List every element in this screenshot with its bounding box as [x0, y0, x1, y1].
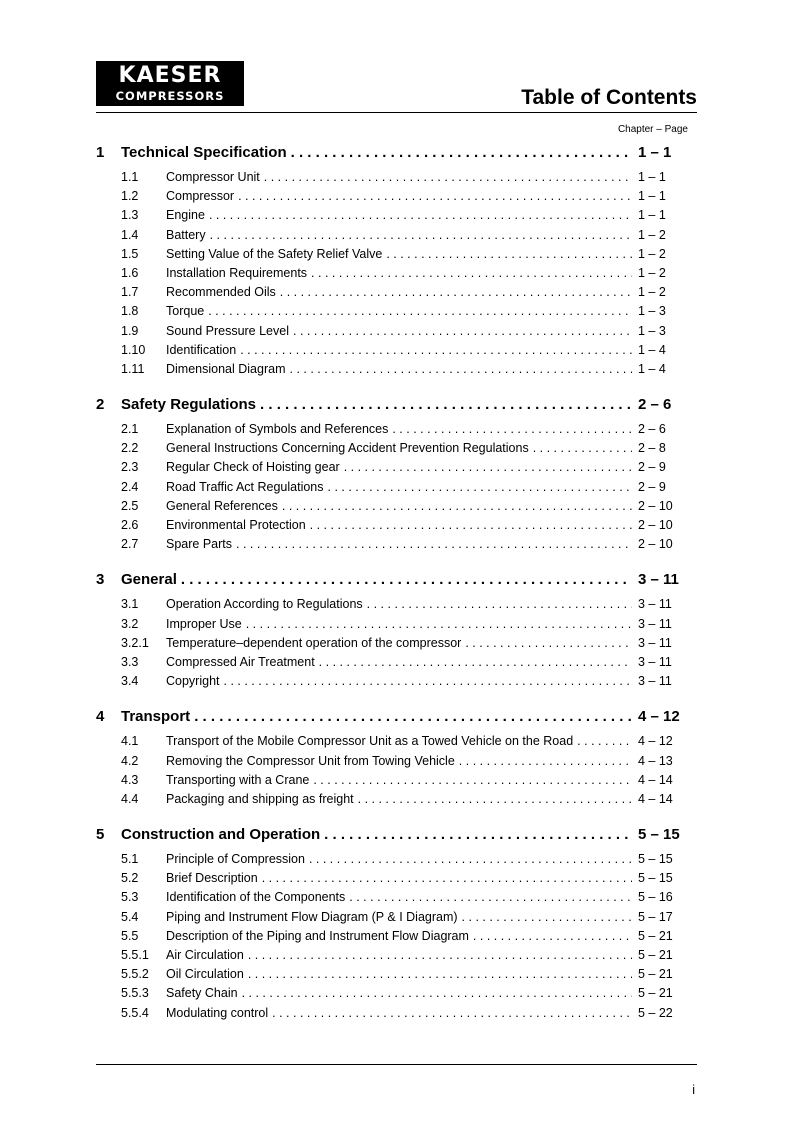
toc-entry[interactable] [96, 362, 688, 381]
entry-title: Description of the Piping and Instrument Flow Diagram [166, 928, 469, 943]
dot-leader [293, 324, 632, 338]
entry-page-ref: 1 – 2 [638, 265, 666, 280]
entry-title: Battery [166, 227, 206, 242]
entry-title: Recommended Oils [166, 285, 276, 300]
toc-entry[interactable] [96, 285, 688, 304]
page-title: Table of Contents [521, 86, 697, 109]
entry-page-ref: 2 – 9 [638, 479, 666, 494]
toc-entry[interactable] [96, 422, 688, 441]
entry-number: 5.2 [121, 871, 139, 886]
dot-leader [280, 285, 632, 299]
entry-page-ref: 5 – 16 [638, 890, 673, 905]
entry-number: 5.4 [121, 909, 139, 924]
entry-page-ref: 1 – 3 [638, 323, 666, 338]
dot-leader [209, 208, 632, 222]
entry-page-ref: 1 – 2 [638, 227, 666, 242]
toc-entry[interactable] [96, 1006, 688, 1025]
dot-leader [319, 655, 632, 669]
toc-entry[interactable] [96, 266, 688, 285]
dot-leader [260, 396, 632, 413]
toc-entry[interactable] [96, 518, 688, 537]
entry-title: Road Traffic Act Regulations [166, 479, 324, 494]
dot-leader [240, 343, 632, 357]
entry-number: 1.6 [121, 265, 139, 280]
entry-title: Principle of Compression [166, 852, 305, 867]
entry-number: 1.7 [121, 285, 139, 300]
entry-number: 2.5 [121, 498, 139, 513]
entry-title: Transport of the Mobile Compressor Unit as a Towed Vehicle on the Road [166, 734, 574, 749]
toc-entry[interactable] [96, 460, 688, 479]
entry-title: Compressor [166, 189, 235, 204]
dot-leader [309, 852, 632, 866]
entry-title: Oil Circulation [166, 967, 244, 982]
dot-leader [349, 890, 632, 904]
entry-number: 5.5 [121, 928, 139, 943]
toc-entry[interactable] [96, 324, 688, 343]
entry-number: 3.4 [121, 674, 139, 689]
chapter-page-ref: 3 – 11 [638, 571, 679, 589]
entry-title: Engine [166, 208, 205, 223]
chapter-title: Transport [121, 708, 191, 726]
entry-page-ref: 3 – 11 [638, 597, 672, 612]
entry-number: 3.3 [121, 654, 139, 669]
logo-subtitle: COMPRESSORS [115, 89, 225, 103]
kaeser-logo [96, 61, 244, 106]
entry-number: 3.1 [121, 597, 139, 612]
toc-chapter [96, 571, 688, 693]
toc-chapter-row[interactable] [96, 826, 688, 852]
toc-entry[interactable] [96, 967, 688, 986]
entry-page-ref: 4 – 14 [638, 772, 673, 787]
entry-title: Copyright [166, 674, 220, 689]
entry-page-ref: 1 – 1 [638, 189, 666, 204]
entry-title: Dimensional Diagram [166, 361, 286, 376]
header-divider [96, 112, 697, 113]
dot-leader [210, 228, 632, 242]
toc-entry[interactable] [96, 792, 688, 811]
entry-number: 4.2 [121, 753, 139, 768]
entry-title: Modulating control [166, 1005, 269, 1020]
chapter-page-ref: 2 – 6 [638, 396, 672, 414]
entry-number: 1.9 [121, 323, 139, 338]
chapter-page-ref: 5 – 15 [638, 826, 680, 844]
chapter-page-label: Chapter – Page [617, 124, 688, 135]
dot-leader [577, 734, 632, 748]
entry-title: Improper Use [166, 616, 242, 631]
toc-entry[interactable] [96, 208, 688, 227]
entry-title: Sound Pressure Level [166, 323, 289, 338]
entry-title: Environmental Protection [166, 518, 306, 532]
entry-title: Brief Description [166, 871, 258, 886]
dot-leader [236, 537, 632, 551]
entry-page-ref: 3 – 11 [638, 616, 672, 631]
dot-leader [311, 266, 632, 280]
entry-number: 4.4 [121, 791, 139, 806]
toc-chapter-row[interactable] [96, 571, 688, 597]
dot-leader [264, 170, 632, 184]
chapter-number: 1 [96, 144, 105, 161]
toc-chapter [96, 708, 688, 811]
entry-number: 5.3 [121, 890, 139, 905]
toc-entry[interactable] [96, 734, 688, 753]
entry-title: Spare Parts [166, 537, 233, 552]
dot-leader [533, 441, 632, 455]
entry-page-ref: 1 – 3 [638, 304, 666, 319]
entry-page-ref: 5 – 21 [638, 948, 673, 962]
entry-page-ref: 1 – 1 [638, 208, 666, 223]
chapter-number: 2 [96, 396, 105, 414]
entry-page-ref: 1 – 2 [638, 285, 666, 300]
toc-entry[interactable] [96, 441, 688, 460]
toc-entry[interactable] [96, 754, 688, 773]
toc-entry[interactable] [96, 948, 688, 967]
entry-number: 5.5.2 [121, 967, 149, 982]
entry-title: Explanation of Symbols and References [166, 422, 389, 437]
entry-number: 5.5.4 [121, 1005, 149, 1020]
dot-leader [208, 304, 632, 318]
dot-leader [282, 499, 632, 513]
entry-page-ref: 5 – 21 [638, 986, 673, 1001]
entry-number: 1.11 [121, 361, 145, 376]
dot-leader [358, 792, 632, 806]
entry-number: 3.2.1 [121, 635, 149, 650]
toc-entry[interactable] [96, 674, 688, 693]
entry-page-ref: 5 – 22 [638, 1005, 673, 1020]
entry-title: General References [166, 498, 278, 513]
entry-page-ref: 2 – 6 [638, 422, 666, 437]
toc-entry[interactable] [96, 636, 688, 655]
toc-entry[interactable] [96, 929, 688, 948]
toc-entry[interactable] [96, 871, 688, 890]
entry-number: 4.3 [121, 772, 139, 787]
chapter-page-ref: 4 – 12 [638, 708, 680, 726]
entry-title: Compressor Unit [166, 170, 260, 184]
entry-page-ref: 2 – 10 [638, 518, 673, 532]
dot-leader [181, 571, 632, 588]
logo-brand: KAESER [118, 63, 222, 88]
toc-chapter [96, 826, 688, 1025]
entry-page-ref: 4 – 13 [638, 753, 673, 768]
dot-leader [310, 518, 632, 532]
toc-entry[interactable] [96, 499, 688, 518]
entry-title: Compressed Air Treatment [166, 654, 315, 669]
dot-leader [246, 617, 632, 631]
entry-title: Safety Chain [166, 986, 238, 1001]
toc-entry[interactable] [96, 228, 688, 247]
dot-leader [262, 871, 632, 885]
dot-leader [242, 986, 632, 1000]
entry-title: Air Circulation [166, 948, 244, 962]
toc-entry[interactable] [96, 537, 688, 556]
entry-page-ref: 2 – 8 [638, 441, 666, 456]
entry-number: 3.2 [121, 616, 139, 631]
entry-title: Operation According to Regulations [166, 597, 363, 612]
dot-leader [291, 144, 632, 161]
toc-entry[interactable] [96, 343, 688, 362]
entry-number: 2.2 [121, 441, 139, 456]
entry-page-ref: 5 – 15 [638, 871, 673, 886]
entry-number: 5.5.1 [121, 948, 149, 962]
dot-leader [344, 460, 632, 474]
entry-title: Identification [166, 342, 237, 357]
entry-number: 1.2 [121, 189, 139, 204]
entry-page-ref: 5 – 21 [638, 928, 673, 943]
page-number: i [692, 1083, 695, 1097]
entry-title: Temperature–dependent operation of the compressor [166, 635, 462, 650]
entry-number: 2.1 [121, 422, 139, 437]
entry-title: Piping and Instrument Flow Diagram (P & I Diagram) [166, 909, 458, 924]
entry-title: Torque [166, 304, 205, 319]
chapter-page-ref: 1 – 1 [638, 144, 672, 161]
entry-number: 1.4 [121, 227, 139, 242]
toc-chapter-row[interactable] [96, 708, 688, 734]
entry-page-ref: 1 – 4 [638, 361, 666, 376]
chapter-title: Technical Specification [121, 144, 287, 161]
entry-number: 2.3 [121, 460, 139, 475]
entry-title: Removing the Compressor Unit from Towing Vehicle [166, 753, 455, 768]
entry-page-ref: 2 – 9 [638, 460, 666, 475]
entry-number: 2.6 [121, 518, 139, 532]
dot-leader [290, 362, 633, 376]
entry-title: Identification of the Components [166, 890, 346, 905]
chapter-title: Safety Regulations [121, 396, 257, 414]
entry-page-ref: 4 – 12 [638, 734, 673, 749]
toc-chapter-row[interactable] [96, 396, 688, 422]
toc-entry[interactable] [96, 480, 688, 499]
toc-entry[interactable] [96, 617, 688, 636]
entry-number: 5.1 [121, 852, 139, 867]
dot-leader [238, 189, 632, 203]
entry-title: Packaging and shipping as freight [166, 791, 354, 806]
dot-leader [224, 674, 633, 688]
dot-leader [473, 929, 632, 943]
entry-page-ref: 1 – 4 [638, 342, 666, 357]
dot-leader [392, 422, 632, 436]
toc-chapter [96, 144, 688, 381]
toc-entry[interactable] [96, 655, 688, 674]
chapter-number: 5 [96, 826, 105, 844]
dot-leader [324, 826, 632, 843]
entry-page-ref: 3 – 11 [638, 674, 672, 689]
toc-entry[interactable] [96, 890, 688, 909]
entry-number: 1.10 [121, 342, 146, 357]
entry-number: 1.5 [121, 246, 139, 261]
entry-number: 5.5.3 [121, 986, 149, 1001]
toc-entry[interactable] [96, 852, 688, 871]
toc-entry[interactable] [96, 773, 688, 792]
chapter-title: General [121, 571, 177, 589]
entry-page-ref: 2 – 10 [638, 498, 673, 513]
footer-divider [96, 1064, 697, 1065]
dot-leader [248, 948, 632, 962]
dot-leader [272, 1006, 632, 1020]
entry-title: Transporting with a Crane [166, 772, 310, 787]
entry-number: 4.1 [121, 734, 139, 749]
entry-number: 1.1 [121, 170, 139, 184]
chapter-number: 3 [96, 571, 105, 589]
entry-number: 1.3 [121, 208, 139, 223]
entry-page-ref: 5 – 21 [638, 967, 673, 982]
entry-page-ref: 4 – 14 [638, 791, 673, 806]
toc-entry[interactable] [96, 189, 688, 208]
entry-page-ref: 3 – 11 [638, 635, 672, 650]
toc-chapter [96, 396, 688, 556]
toc-entry[interactable] [96, 170, 688, 189]
chapter-title: Construction and Operation [121, 826, 321, 844]
entry-number: 2.7 [121, 537, 139, 552]
toc-entry[interactable] [96, 986, 688, 1005]
entry-title: Setting Value of the Safety Relief Valve [166, 246, 383, 261]
dot-leader [465, 636, 632, 650]
entry-page-ref: 5 – 17 [638, 909, 673, 924]
dot-leader [367, 597, 632, 611]
chapter-number: 4 [96, 708, 105, 726]
dot-leader [313, 773, 632, 787]
dot-leader [386, 247, 632, 261]
entry-page-ref: 1 – 2 [638, 246, 666, 261]
toc-entry[interactable] [96, 910, 688, 929]
entry-title: Regular Check of Hoisting gear [166, 460, 340, 475]
entry-page-ref: 3 – 11 [638, 654, 672, 669]
dot-leader [462, 910, 632, 924]
toc-entry[interactable] [96, 247, 688, 266]
toc-entry[interactable] [96, 597, 688, 616]
dot-leader [459, 754, 632, 768]
dot-leader [194, 708, 632, 725]
entry-number: 2.4 [121, 479, 139, 494]
toc-entry[interactable] [96, 304, 688, 323]
entry-number: 1.8 [121, 304, 139, 319]
entry-title: Installation Requirements [166, 265, 308, 280]
entry-title: General Instructions Concerning Accident Prevention Regulations [166, 441, 529, 456]
entry-page-ref: 2 – 10 [638, 537, 673, 552]
table-of-contents [96, 144, 688, 1040]
entry-page-ref: 5 – 15 [638, 852, 673, 867]
dot-leader [248, 967, 632, 981]
dot-leader [328, 480, 633, 494]
entry-page-ref: 1 – 1 [638, 170, 666, 184]
toc-chapter-row[interactable] [96, 144, 688, 170]
